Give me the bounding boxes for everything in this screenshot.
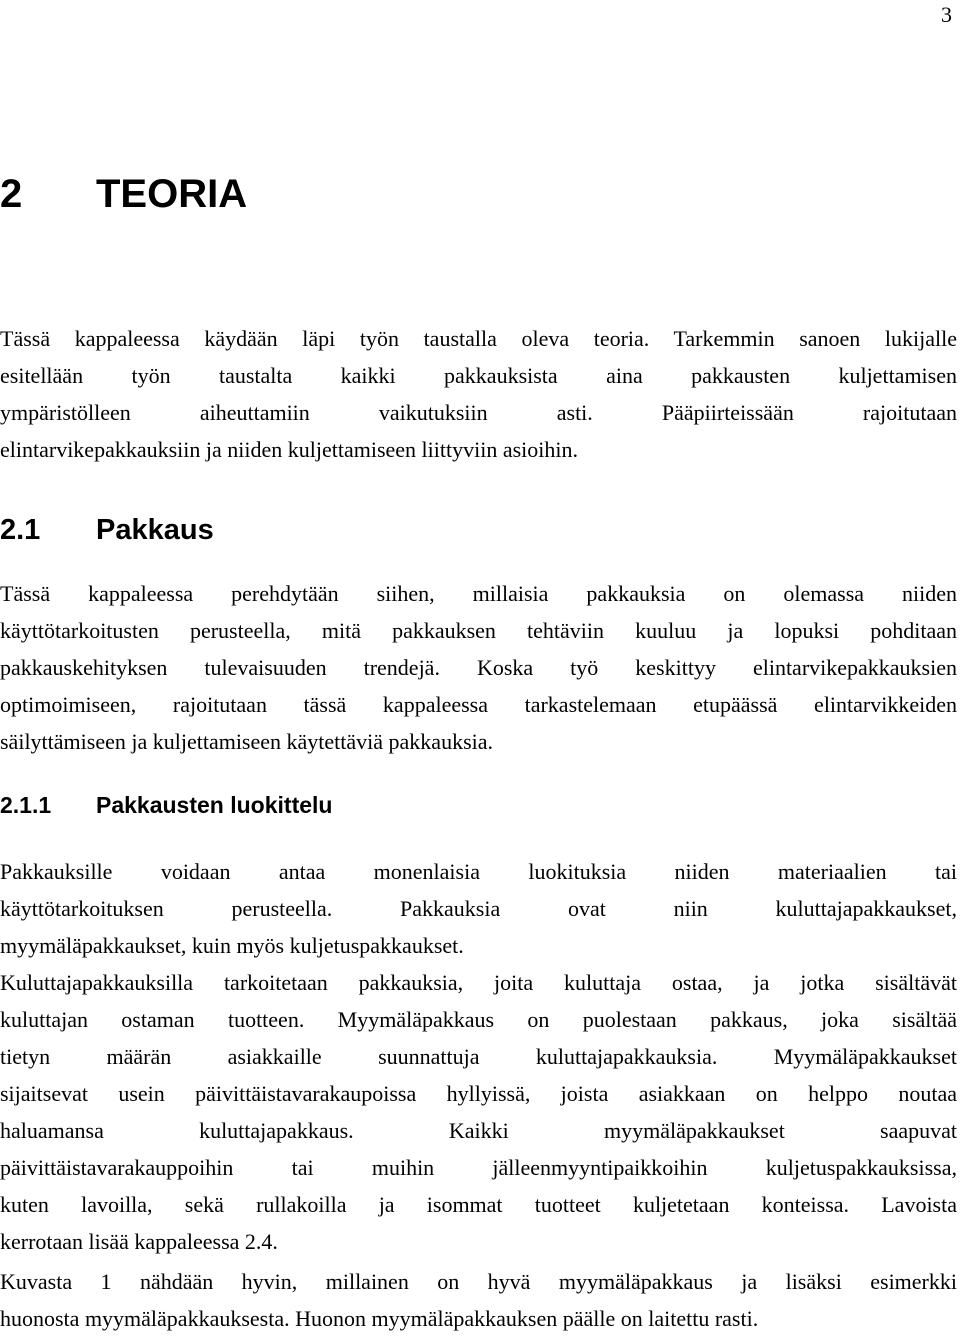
- text-line: myymäläpakkaukset, kuin myös kuljetuspakkaukset.: [0, 933, 464, 958]
- chapter-title: TEORIA: [96, 172, 248, 216]
- text-line: Tässä kappaleessa käydään läpi työn taustalla oleva teoria. Tarkemmin sanoen lukijalle: [0, 326, 957, 351]
- text-line: kuten lavoilla, sekä rullakoilla ja isommat tuotteet kuljetetaan konteissa. Lavoista: [0, 1192, 957, 1217]
- text-line: kerrotaan lisää kappaleessa 2.4.: [0, 1229, 278, 1254]
- section-heading-2-1: [0, 510, 214, 550]
- section-title: Pakkaus: [96, 514, 214, 546]
- text-line: esitellään työn taustalta kaikki pakkauksista aina pakkausten kuljettamisen: [0, 363, 957, 388]
- figure-reference-paragraph: [0, 1263, 957, 1337]
- text-line: tietyn määrän asiakkaille suunnattuja kuluttajapakkauksia. Myymäläpakkaukset: [0, 1044, 957, 1069]
- chapter-number: 2: [0, 172, 23, 216]
- subsection-title: Pakkausten luokittelu: [96, 792, 333, 818]
- text-line: elintarvikepakkauksiin ja niiden kuljettamiseen liittyviin asioihin.: [0, 437, 578, 462]
- text-line: Pakkauksille voidaan antaa monenlaisia luokituksia niiden materiaalien tai: [0, 859, 957, 884]
- text-line: Tässä kappaleessa perehdytään siihen, millaisia pakkauksia on olemassa niiden: [0, 581, 957, 606]
- subsection-number: 2.1.1: [0, 792, 52, 818]
- text-line: käyttötarkoitusten perusteella, mitä pakkauksen tehtäviin kuuluu ja lopuksi pohditaan: [0, 618, 957, 643]
- text-line: optimoimiseen, rajoitutaan tässä kappaleessa tarkastelemaan etupäässä elintarvikkeiden: [0, 692, 957, 717]
- classification-paragraph: [0, 853, 957, 964]
- text-line: Kuvasta 1 nähdään hyvin, millainen on hyvä myymäläpakkaus ja lisäksi esimerkki: [0, 1269, 957, 1294]
- pakkaus-paragraph: [0, 575, 957, 760]
- text-line: kuluttajan ostaman tuotteen. Myymäläpakkaus on puolestaan pakkaus, joka sisältää: [0, 1007, 957, 1032]
- intro-paragraph: [0, 320, 957, 468]
- text-line: säilyttämiseen ja kuljettamiseen käytettäviä pakkauksia.: [0, 729, 494, 754]
- text-line: sijaitsevat usein päivittäistavarakaupoissa hyllyissä, joista asiakkaan on helppo noutaa: [0, 1081, 957, 1106]
- section-heading-2-1-1: [0, 788, 332, 822]
- chapter-heading: [0, 168, 247, 220]
- section-number: 2.1: [0, 514, 41, 546]
- text-line: huonosta myymäläpakkauksesta. Huonon myymäläpakkauksen päälle on laitettu rasti.: [0, 1306, 759, 1331]
- text-line: Kuluttajapakkauksilla tarkoitetaan pakkauksia, joita kuluttaja ostaa, ja jotka sisältävät: [0, 970, 957, 995]
- text-line: ympäristölleen aiheuttamiin vaikutuksiin asti. Pääpiirteissään rajoitutaan: [0, 400, 957, 425]
- text-line: päivittäistavarakauppoihin tai muihin jälleenmyyntipaikkoihin kuljetuspakkauksissa,: [0, 1155, 957, 1180]
- consumer-packaging-paragraph: [0, 964, 957, 1260]
- page-number: 3: [941, 2, 952, 27]
- text-line: haluamansa kuluttajapakkaus. Kaikki myymäläpakkaukset saapuvat: [0, 1118, 957, 1143]
- text-line: käyttötarkoituksen perusteella. Pakkauksia ovat niin kuluttajapakkaukset,: [0, 896, 957, 921]
- text-line: pakkauskehityksen tulevaisuuden trendejä. Koska työ keskittyy elintarvikepakkauksien: [0, 655, 957, 680]
